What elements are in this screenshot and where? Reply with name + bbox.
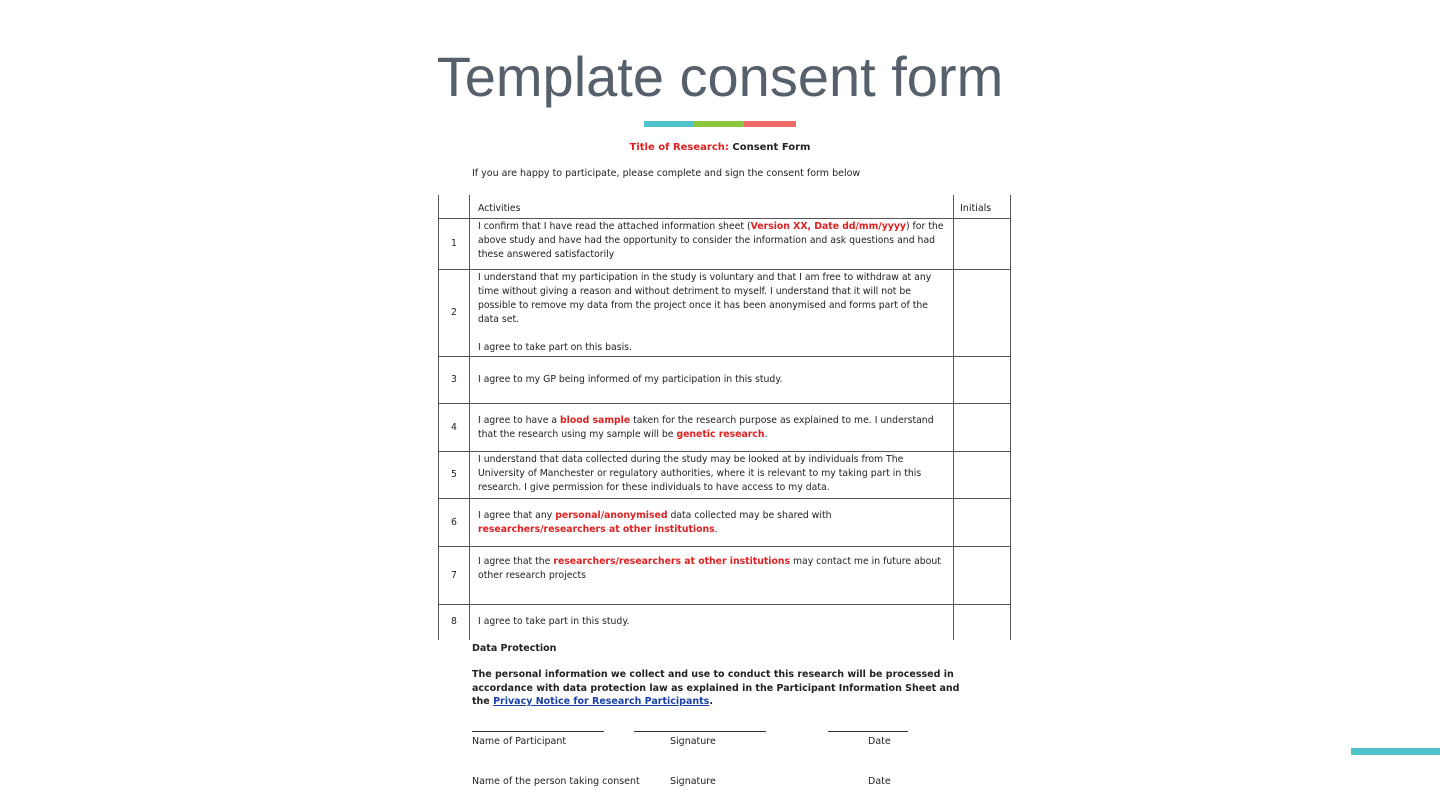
- participant-name-line[interactable]: [472, 731, 604, 732]
- initials-box[interactable]: [954, 605, 1011, 640]
- participant-signature-line[interactable]: [634, 731, 766, 732]
- slide-title: Template consent form: [436, 45, 1004, 108]
- row-text: I agree that any personal/anonymised data collected may be shared with researchers/researchers at other institutions.: [470, 499, 954, 547]
- initials-box[interactable]: [954, 219, 1011, 270]
- initials-box[interactable]: [954, 547, 1011, 605]
- accent-bar-teal: [644, 121, 694, 127]
- initials-box[interactable]: [954, 357, 1011, 404]
- table-row: [439, 404, 1011, 452]
- row-number: 3: [439, 357, 470, 404]
- date-label: Date: [868, 776, 891, 787]
- data-protection-text: The personal information we collect and use to conduct this research will be processed in accordance with data protection law as explained in the Participant Information Sheet and the Privacy Notice for Research Participants.: [472, 669, 960, 707]
- row-text: I agree to my GP being informed of my participation in this study.: [470, 357, 954, 404]
- table-row: [439, 452, 1011, 499]
- side-accent-bar: [1351, 748, 1440, 755]
- row-number: 2: [439, 270, 470, 357]
- row-text: I understand that my participation in the study is voluntary and that I am free to withdraw at any time without giving a reason and without detriment to myself. I understand that it will not be possible to remove my data from the project once it has been anonymised and forms part of the data set. I agree to take part on this basis.: [470, 270, 954, 357]
- header-initials: Initials: [954, 195, 1011, 219]
- signature-label: Signature: [670, 776, 716, 787]
- row-number: 5: [439, 452, 470, 499]
- signature-label: Signature: [670, 736, 716, 747]
- table-header-row: [439, 195, 1011, 219]
- initials-box[interactable]: [954, 499, 1011, 547]
- row-text: I understand that data collected during the study may be looked at by individuals from The University of Manchester or regulatory authorities, where it is relevant to my taking part in this research. I give permission for these individuals to have access to my data.: [470, 452, 954, 499]
- accent-bar-red: [744, 121, 796, 127]
- row-number: 8: [439, 605, 470, 640]
- row-text: I agree to have a blood sample taken for the research purpose as explained to me. I understand that the research using my sample will be genetic research.: [470, 404, 954, 452]
- name-of-participant-label: Name of Participant: [472, 736, 567, 747]
- row-text: I confirm that I have read the attached information sheet (Version XX, Date dd/mm/yyyy) for the above study and have had the opportunity to consider the information and ask questions and had these answered satisfactorily: [470, 219, 954, 270]
- consent-table: [438, 195, 1011, 640]
- row-number: 1: [439, 219, 470, 270]
- privacy-notice-link[interactable]: Privacy Notice for Research Participants: [493, 696, 710, 707]
- row-number: 4: [439, 404, 470, 452]
- form-title: Title of Research: Consent Form: [629, 142, 811, 153]
- table-row: [439, 270, 1011, 357]
- header-activities: Activities: [470, 195, 954, 219]
- date-label: Date: [868, 736, 891, 747]
- table-row: [439, 357, 1011, 404]
- initials-box[interactable]: [954, 270, 1011, 357]
- intro-text: If you are happy to participate, please complete and sign the consent form below: [472, 168, 861, 179]
- data-protection-heading: Data Protection: [472, 643, 557, 654]
- participant-date-line[interactable]: [828, 731, 908, 732]
- name-of-consent-taker-label: Name of the person taking consent: [472, 776, 640, 787]
- consent-form-document: [438, 130, 1002, 810]
- table-row: [439, 547, 1011, 605]
- initials-box[interactable]: [954, 404, 1011, 452]
- initials-box[interactable]: [954, 452, 1011, 499]
- accent-bar-green: [694, 121, 744, 127]
- table-row: [439, 605, 1011, 640]
- row-text: I agree to take part in this study.: [478, 616, 630, 628]
- table-row: [439, 499, 1011, 547]
- row-number: 7: [439, 547, 470, 605]
- row-text: I agree that the researchers/researchers at other institutions may contact me in future about other research projects: [470, 547, 954, 605]
- row-number: 6: [439, 499, 470, 547]
- table-row: [439, 219, 1011, 270]
